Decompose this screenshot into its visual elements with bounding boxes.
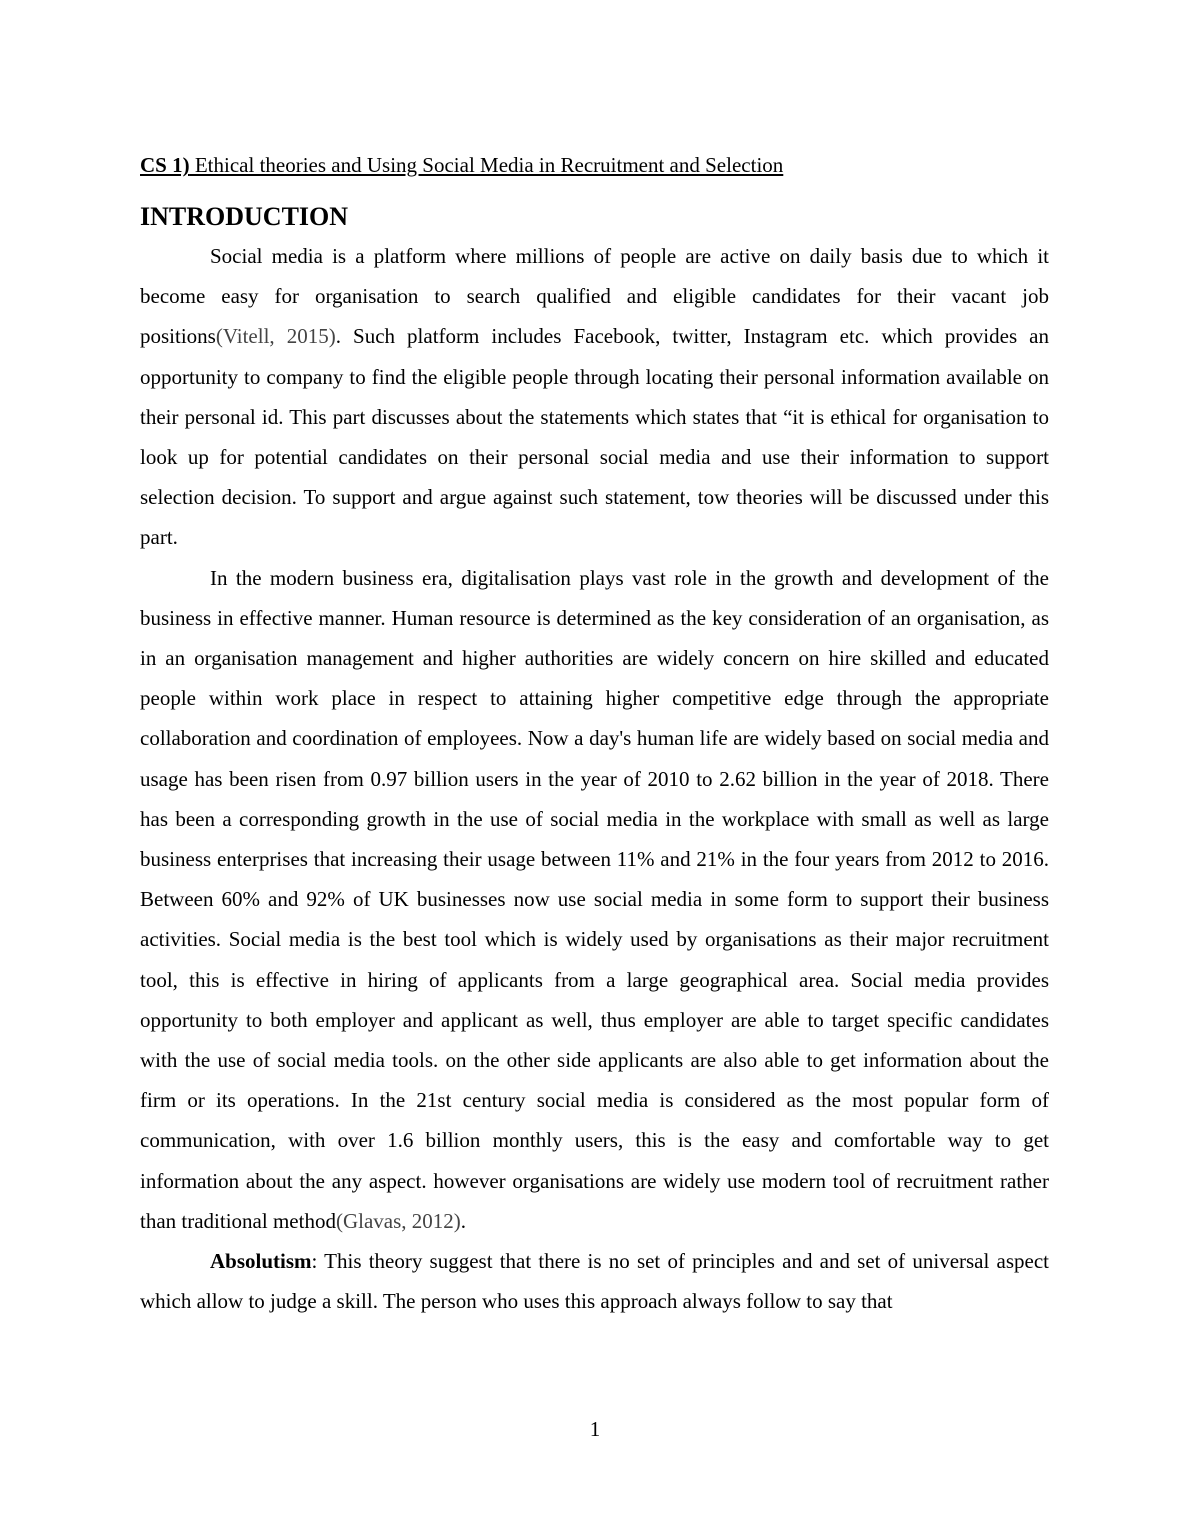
paragraph-3-text: : This theory suggest that there is no set of principles and and set of universal aspect which allow to judge a skill. The person who uses this approach always follow to say that xyxy=(140,1249,1049,1314)
paragraph-social-media-platform xyxy=(140,236,1049,558)
page-body xyxy=(140,150,1049,1321)
paragraph-1-text-start: Social media is a platform where millions of people are active on daily basis due to which it become easy for organisation to search qualified and eligible candidates for their vacant job positions xyxy=(140,244,1049,349)
section-heading-introduction: INTRODUCTION xyxy=(140,202,349,231)
case-study-title-text: Ethical theories and Using Social Media in Recruitment and Selection xyxy=(189,153,784,177)
paragraph-modern-business-era xyxy=(140,558,1049,1241)
citation-glavas: (Glavas, 2012) xyxy=(335,1208,461,1233)
term-absolutism: Absolutism xyxy=(210,1249,312,1274)
paragraph-1-text-end: . Such platform includes Facebook, twitter, Instagram etc. which provides an opportunity to company to find the eligible people through locating their personal information available on their personal id. This part discusses about the statements which states that “it is ethical for organisation to look up for potential candidates on their personal social media and use their information to support selection decision. To support and argue against such statement, tow theories will be discussed under this part. xyxy=(140,324,1049,550)
paragraph-2-text-start: In the modern business era, digitalisation plays vast role in the growth and development of the business in effective manner. Human resource is determined as the key consideration of an organisation, as in an organisation management and higher authorities are widely concern on hire skilled and educated people within work place in respect to attaining higher competitive edge through the appropriate collaboration and coordination of employees. Now a day's human life are widely based on social media and usage has been risen from 0.97 billion users in the year of 2010 to 2.62 billion in the year of 2018. There has been a corresponding growth in the use of social media in the workplace with small as well as large business enterprises that increasing their usage between 11% and 21% in the four years from 2012 to 2016. Between 60% and 92% of UK businesses now use social media in some form to support their business activities. Social media is the best tool which is widely used by organisations as their major recruitment tool, this is effective in hiring of applicants from a large geographical area. Social media provides opportunity to both employer and applicant as well, thus employer are able to target specific candidates with the use of social media tools. on the other side applicants are also able to get information about the firm or its operations. In the 21st century social media is considered as the most popular form of communication, with over 1.6 billion monthly users, this is the easy and comfortable way to get information about the any aspect. however organisations are widely use modern tool of recruitment rather than traditional method xyxy=(140,565,1049,1233)
case-study-title xyxy=(140,150,1049,180)
paragraph-2-text-end: . xyxy=(460,1208,467,1233)
paragraph-absolutism xyxy=(140,1241,1049,1321)
case-study-label: CS 1) xyxy=(140,153,190,177)
page-number: 1 xyxy=(589,1417,601,1441)
citation-vitell: (Vitell, 2015) xyxy=(215,324,336,349)
